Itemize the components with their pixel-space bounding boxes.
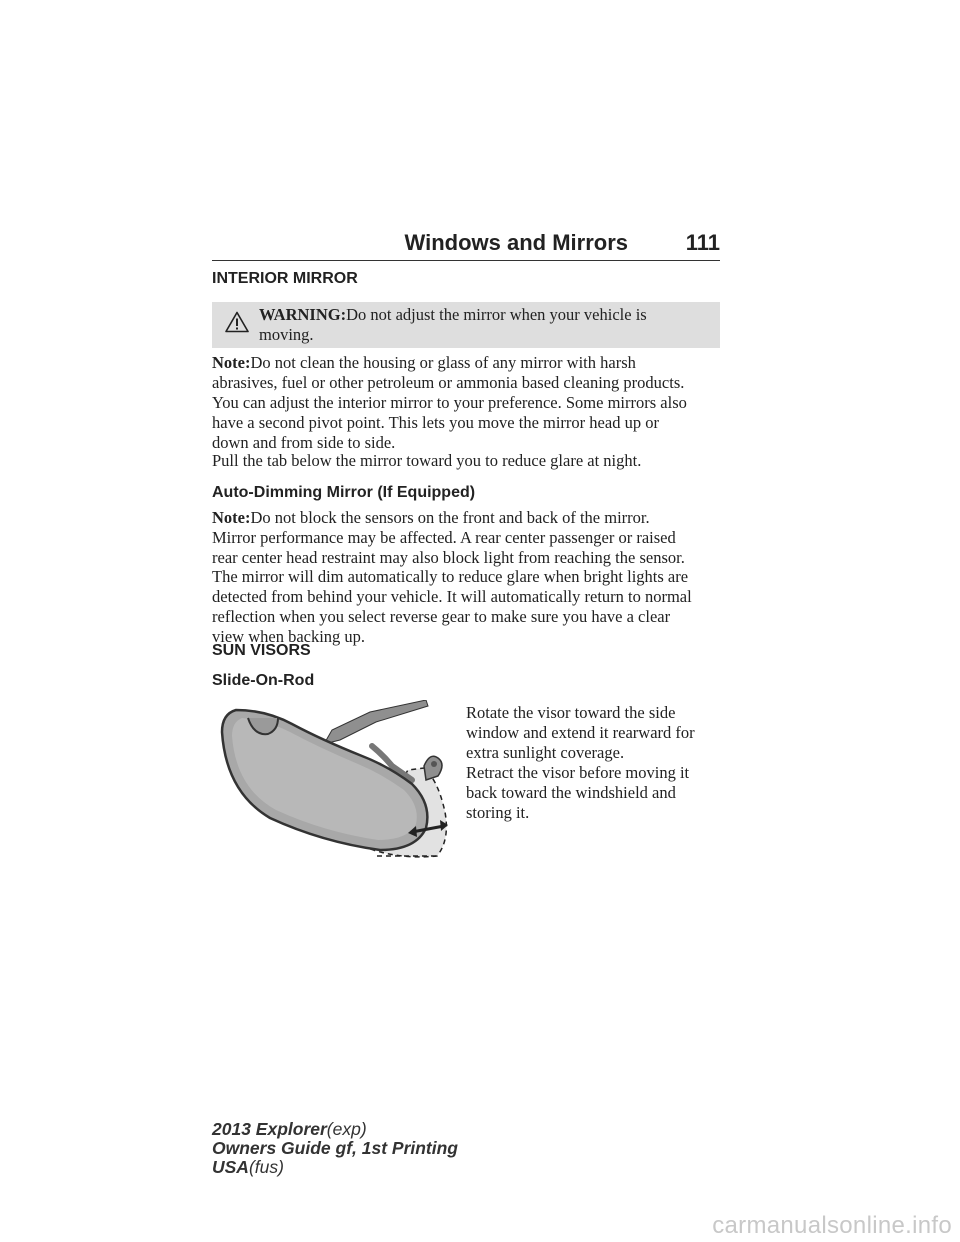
paragraph-line: detected from behind your vehicle. It will automatically return to normal [212, 587, 692, 606]
footer-model-code: (exp) [326, 1119, 367, 1139]
paragraph-line: view when backing up. [212, 627, 366, 646]
paragraph-pull-tab: Pull the tab below the mirror toward you to reduce glare at night. [212, 451, 642, 470]
warning-triangle-icon [225, 311, 249, 333]
note-line-1: Do not clean the housing or glass of any mirror with harsh [250, 353, 636, 372]
footer-market: USA [212, 1157, 249, 1177]
note-label: Note: [212, 508, 251, 527]
paragraph-line: You can adjust the interior mirror to your preference. Some mirrors also [212, 393, 687, 412]
page-footer [212, 1120, 458, 1177]
footer-market-code: (fus) [248, 1157, 284, 1177]
paragraph-line: reflection when you select reverse gear to make sure you have a clear [212, 607, 671, 626]
note-label: Note: [212, 353, 251, 372]
page-header [212, 226, 720, 261]
note-sensors [212, 508, 722, 568]
paragraph-line: window and extend it rearward for [466, 723, 695, 742]
note-line-1: Do not block the sensors on the front and back of the mirror. [250, 508, 650, 527]
warning-label: WARNING: [259, 305, 347, 324]
heading-slide-on-rod: Slide-On-Rod [212, 672, 315, 689]
footer-model: 2013 Explorer [212, 1119, 327, 1139]
page-number: 111 [685, 230, 720, 255]
paragraph-line: back toward the windshield and [466, 783, 676, 802]
paragraph-line: storing it. [466, 803, 530, 822]
heading-auto-dimming: Auto-Dimming Mirror (If Equipped) [212, 484, 476, 501]
note-line-2: Mirror performance may be affected. A rear center passenger or raised [212, 528, 676, 547]
note-line-2: abrasives, fuel or other petroleum or ammonia based cleaning products. [212, 373, 685, 392]
note-line-3: rear center head restraint may also block light from reaching the sensor. [212, 548, 685, 567]
heading-sun-visors: SUN VISORS [212, 642, 311, 659]
section-title: Windows and Mirrors [404, 230, 628, 255]
paragraph-line: The mirror will dim automatically to reduce glare when bright lights are [212, 567, 689, 586]
paragraph-adjust-mirror [212, 393, 722, 453]
warning-line-1: Do not adjust the mirror when your vehicle is [346, 305, 647, 324]
footer-guide: Owners Guide gf, 1st Printing [212, 1138, 458, 1158]
paragraph-auto-dim [212, 567, 722, 647]
warning-text [259, 305, 699, 345]
paragraph-line: Retract the visor before moving it [466, 763, 690, 782]
paragraph-line: have a second pivot point. This lets you move the mirror head up or [212, 413, 659, 432]
paragraph-line: extra sunlight coverage. [466, 743, 625, 762]
heading-interior-mirror: INTERIOR MIRROR [212, 270, 358, 287]
warning-line-2: moving. [259, 325, 314, 344]
watermark: carmanualsonline.info [712, 1212, 952, 1239]
paragraph-line: down and from side to side. [212, 433, 396, 452]
warning-box [212, 302, 720, 348]
paragraph-rotate-visor [466, 703, 726, 763]
paragraph-retract-visor [466, 763, 726, 823]
note-cleaning [212, 353, 722, 393]
paragraph-line: Rotate the visor toward the side [466, 703, 676, 722]
sun-visor-illustration [212, 700, 452, 865]
